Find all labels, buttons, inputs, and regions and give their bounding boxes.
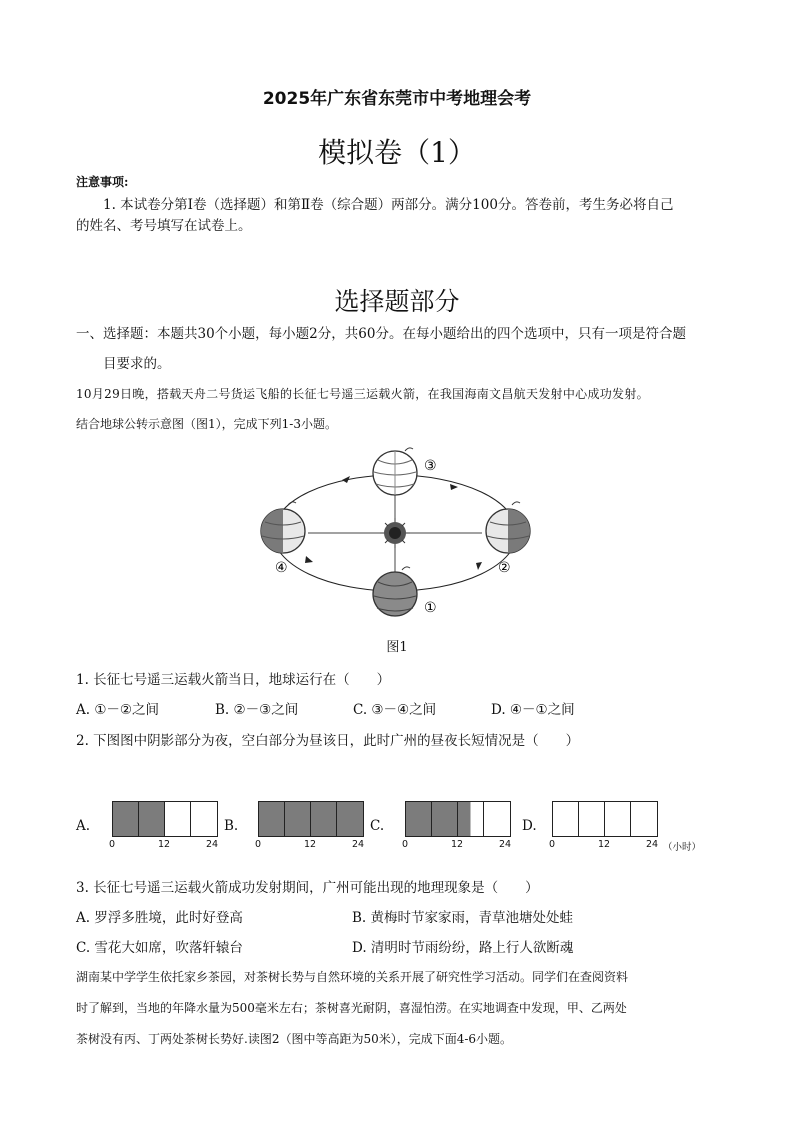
sun-icon (380, 518, 410, 548)
tick-12: 12 (451, 839, 464, 850)
q1-option-a[interactable]: A. ①－②之间 (76, 702, 160, 718)
day-segment (553, 802, 579, 836)
night-segment (337, 802, 363, 836)
figure-1-caption: 图1 (386, 640, 408, 655)
notice-heading: 注意事项: (76, 175, 129, 189)
q3-option-c[interactable]: C. 雪花大如席，吹落轩辕台 (76, 940, 243, 956)
section-title: 选择题部分 (334, 287, 460, 316)
q1-option-c[interactable]: C. ③－④之间 (353, 702, 437, 718)
night-segment (285, 802, 311, 836)
q2-option-d-label[interactable]: D. (522, 818, 537, 834)
q1-option-b[interactable]: B. ②－③之间 (215, 702, 299, 718)
night-segment (432, 802, 458, 836)
night-segment (259, 802, 285, 836)
night-segment (406, 802, 432, 836)
q2-option-a-label[interactable]: A. (76, 818, 91, 834)
tick-0: 0 (109, 839, 116, 850)
q3-option-a[interactable]: A. 罗浮多胜境，此时好登高 (76, 910, 243, 926)
context-1-line-2: 结合地球公转示意图（图1），完成下列1-3小题。 (76, 417, 337, 431)
exam-title: 2025年广东省东莞市中考地理会考 (262, 89, 532, 109)
question-3-text: 3. 长征七号遥三运载火箭成功发射期间，广州可能出现的地理现象是（ ） (76, 880, 539, 896)
day-segment (631, 802, 657, 836)
context-2-line-2: 时了解到，当地的年降水量为500毫米左右；茶树喜光耐阴，喜湿怕涝。在实地调查中发现，甲、乙两处 (76, 1001, 627, 1015)
tick-12: 12 (598, 839, 611, 850)
tick-12: 12 (304, 839, 317, 850)
earth-position-4 (261, 502, 305, 576)
q2-option-c-bar[interactable] (405, 801, 511, 837)
tick-12: 12 (158, 839, 171, 850)
day-segment (579, 802, 605, 836)
q2-option-b-bar[interactable] (258, 801, 364, 837)
earth-position-2 (486, 502, 530, 576)
context-1-line-1: 10月29日晚，搭载天舟二号货运飞船的长征七号遥三运载火箭，在我国海南文昌航天发射中心成功发射。 (76, 387, 649, 401)
earth-position-3 (373, 448, 437, 495)
notice-line-1: 1. 本试卷分第Ⅰ卷（选择题）和第Ⅱ卷（综合题）两部分。满分100分。答卷前，考生务必将自己 (103, 197, 674, 213)
svg-text:④: ④ (275, 560, 288, 576)
q3-option-b[interactable]: B. 黄梅时节家家雨，青草池塘处处蛙 (352, 910, 574, 926)
exam-subtitle: 模拟卷（1） (318, 136, 476, 169)
q2-option-a-bar[interactable] (112, 801, 218, 837)
question-1-text: 1. 长征七号遥三运载火箭当日，地球运行在（ ） (76, 672, 391, 688)
day-segment (165, 802, 191, 836)
context-2-line-3: 茶树没有丙、丁两处茶树长势好.读图2（图中等高距为50米），完成下面4-6小题。 (76, 1032, 513, 1046)
tick-24: 24 (499, 839, 512, 850)
context-2-line-1: 湖南某中学学生依托家乡茶园，对茶树长势与自然环境的关系开展了研究性学习活动。同学们在查阅资料 (76, 970, 629, 984)
earth-position-1 (373, 567, 437, 616)
day-segment (605, 802, 631, 836)
night-segment (113, 802, 139, 836)
q2-option-c-label[interactable]: C. (370, 818, 385, 834)
section-instruction-2: 目要求的。 (103, 356, 171, 372)
q2-option-d-bar[interactable] (552, 801, 658, 837)
svg-text:③: ③ (424, 458, 437, 474)
partial-night-segment (458, 802, 484, 836)
tick-0: 0 (549, 839, 556, 850)
svg-text:①: ① (424, 600, 437, 616)
q3-option-d[interactable]: D. 清明时节雨纷纷，路上行人欲断魂 (352, 940, 574, 956)
notice-line-2: 的姓名、考号填写在试卷上。 (76, 218, 252, 234)
night-segment (139, 802, 165, 836)
tick-0: 0 (255, 839, 262, 850)
day-segment (191, 802, 217, 836)
night-segment (311, 802, 337, 836)
svg-text:②: ② (498, 560, 511, 576)
tick-24: 24 (646, 839, 659, 850)
tick-24: 24 (206, 839, 219, 850)
section-instruction-1: 一、选择题：本题共30个小题，每小题2分，共60分。在每小题给出的四个选项中，只有一项是符合题 (76, 326, 686, 342)
tick-24: 24 (352, 839, 365, 850)
question-2-text: 2. 下图图中阴影部分为夜，空白部分为昼该日，此时广州的昼夜长短情况是（ ） (76, 733, 580, 749)
earth-revolution-diagram (250, 446, 545, 626)
day-segment (484, 802, 510, 836)
q1-option-d[interactable]: D. ④－①之间 (491, 702, 575, 718)
tick-0: 0 (402, 839, 409, 850)
unit-label: （小时） (663, 842, 702, 853)
q2-option-b-label[interactable]: B. (224, 818, 239, 834)
